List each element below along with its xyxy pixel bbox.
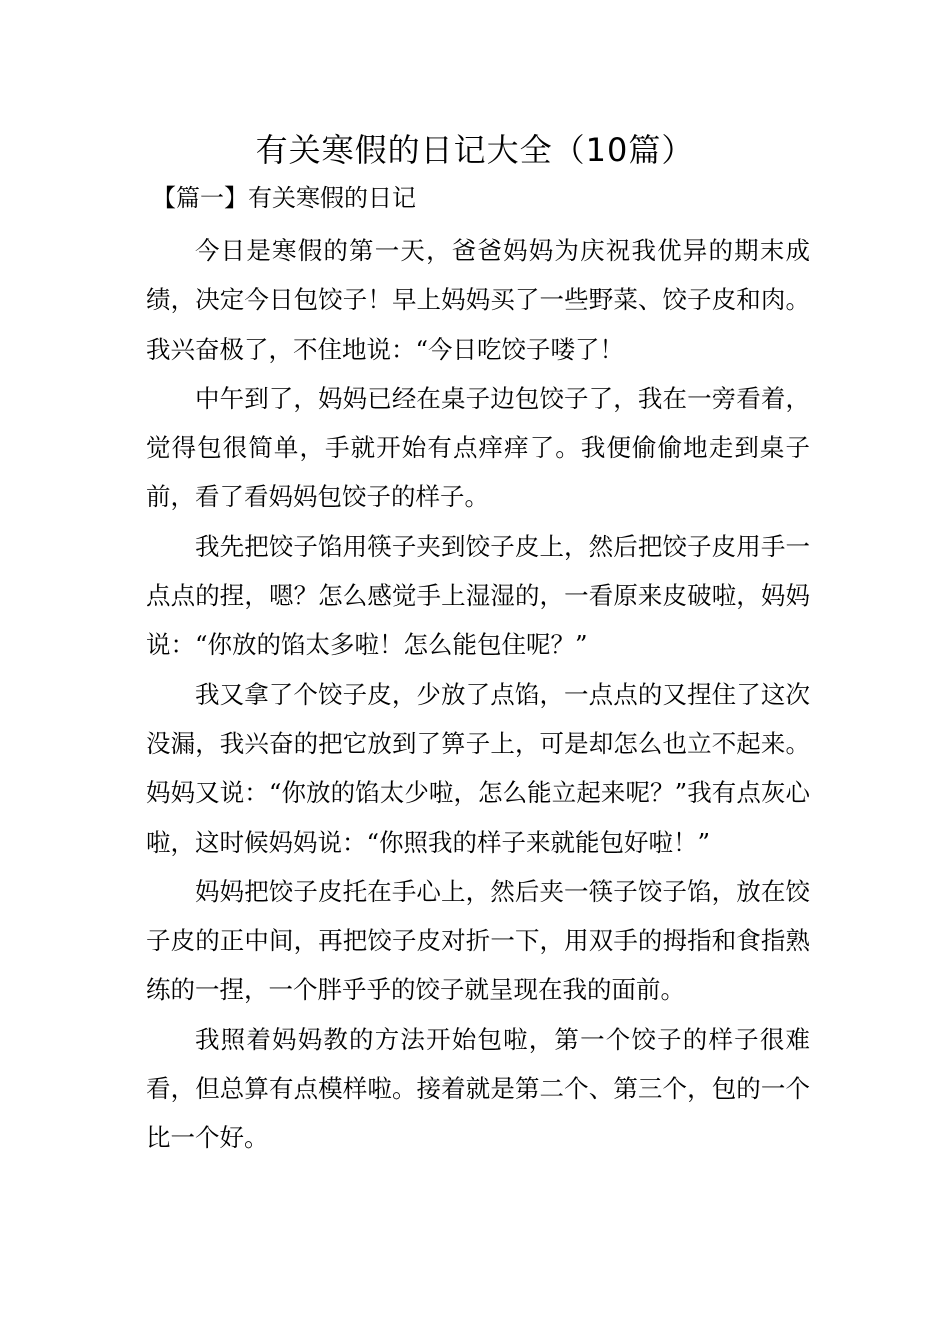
paragraph: 妈妈把饺子皮托在手心上，然后夹一筷子饺子馅，放在饺子皮的正中间，再把饺子皮对折一下，用双手的拇指和食指熟练的一捏，一个胖乎乎的饺子就呈现在我的面前。 (146, 876, 810, 1005)
document-body (146, 226, 810, 1163)
paragraph: 我照着妈妈教的方法开始包啦，第一个饺子的样子很难看，但总算有点模样啦。接着就是第二个、第三个，包的一个比一个好。 (146, 1024, 810, 1153)
section-heading: 【篇一】有关寒假的日记 (152, 184, 416, 212)
paragraph: 今日是寒假的第一天，爸爸妈妈为庆祝我优异的期末成绩，决定今日包饺子！早上妈妈买了一些野菜、饺子皮和肉。我兴奋极了，不住地说：“今日吃饺子喽了！ (146, 236, 810, 364)
paragraph: 我先把饺子馅用筷子夹到饺子皮上，然后把饺子皮用手一点点的捏，嗯？怎么感觉手上湿湿的，一看原来皮破啦，妈妈说：“你放的馅太多啦！怎么能包住呢？” (146, 531, 810, 660)
paragraph: 中午到了，妈妈已经在桌子边包饺子了，我在一旁看着，觉得包很简单，手就开始有点痒痒了。我便偷偷地走到桌子前，看了看妈妈包饺子的样子。 (146, 383, 810, 512)
paragraph: 我又拿了个饺子皮，少放了点馅，一点点的又捏住了这次没漏，我兴奋的把它放到了箅子上，可是却怎么也立不起来。妈妈又说：“你放的馅太少啦，怎么能立起来呢？”我有点灰心啦，这时候妈妈说：“你照我的样子来就能包好啦！” (146, 679, 810, 857)
document-title: 有关寒假的日记大全（10篇） (255, 131, 695, 169)
